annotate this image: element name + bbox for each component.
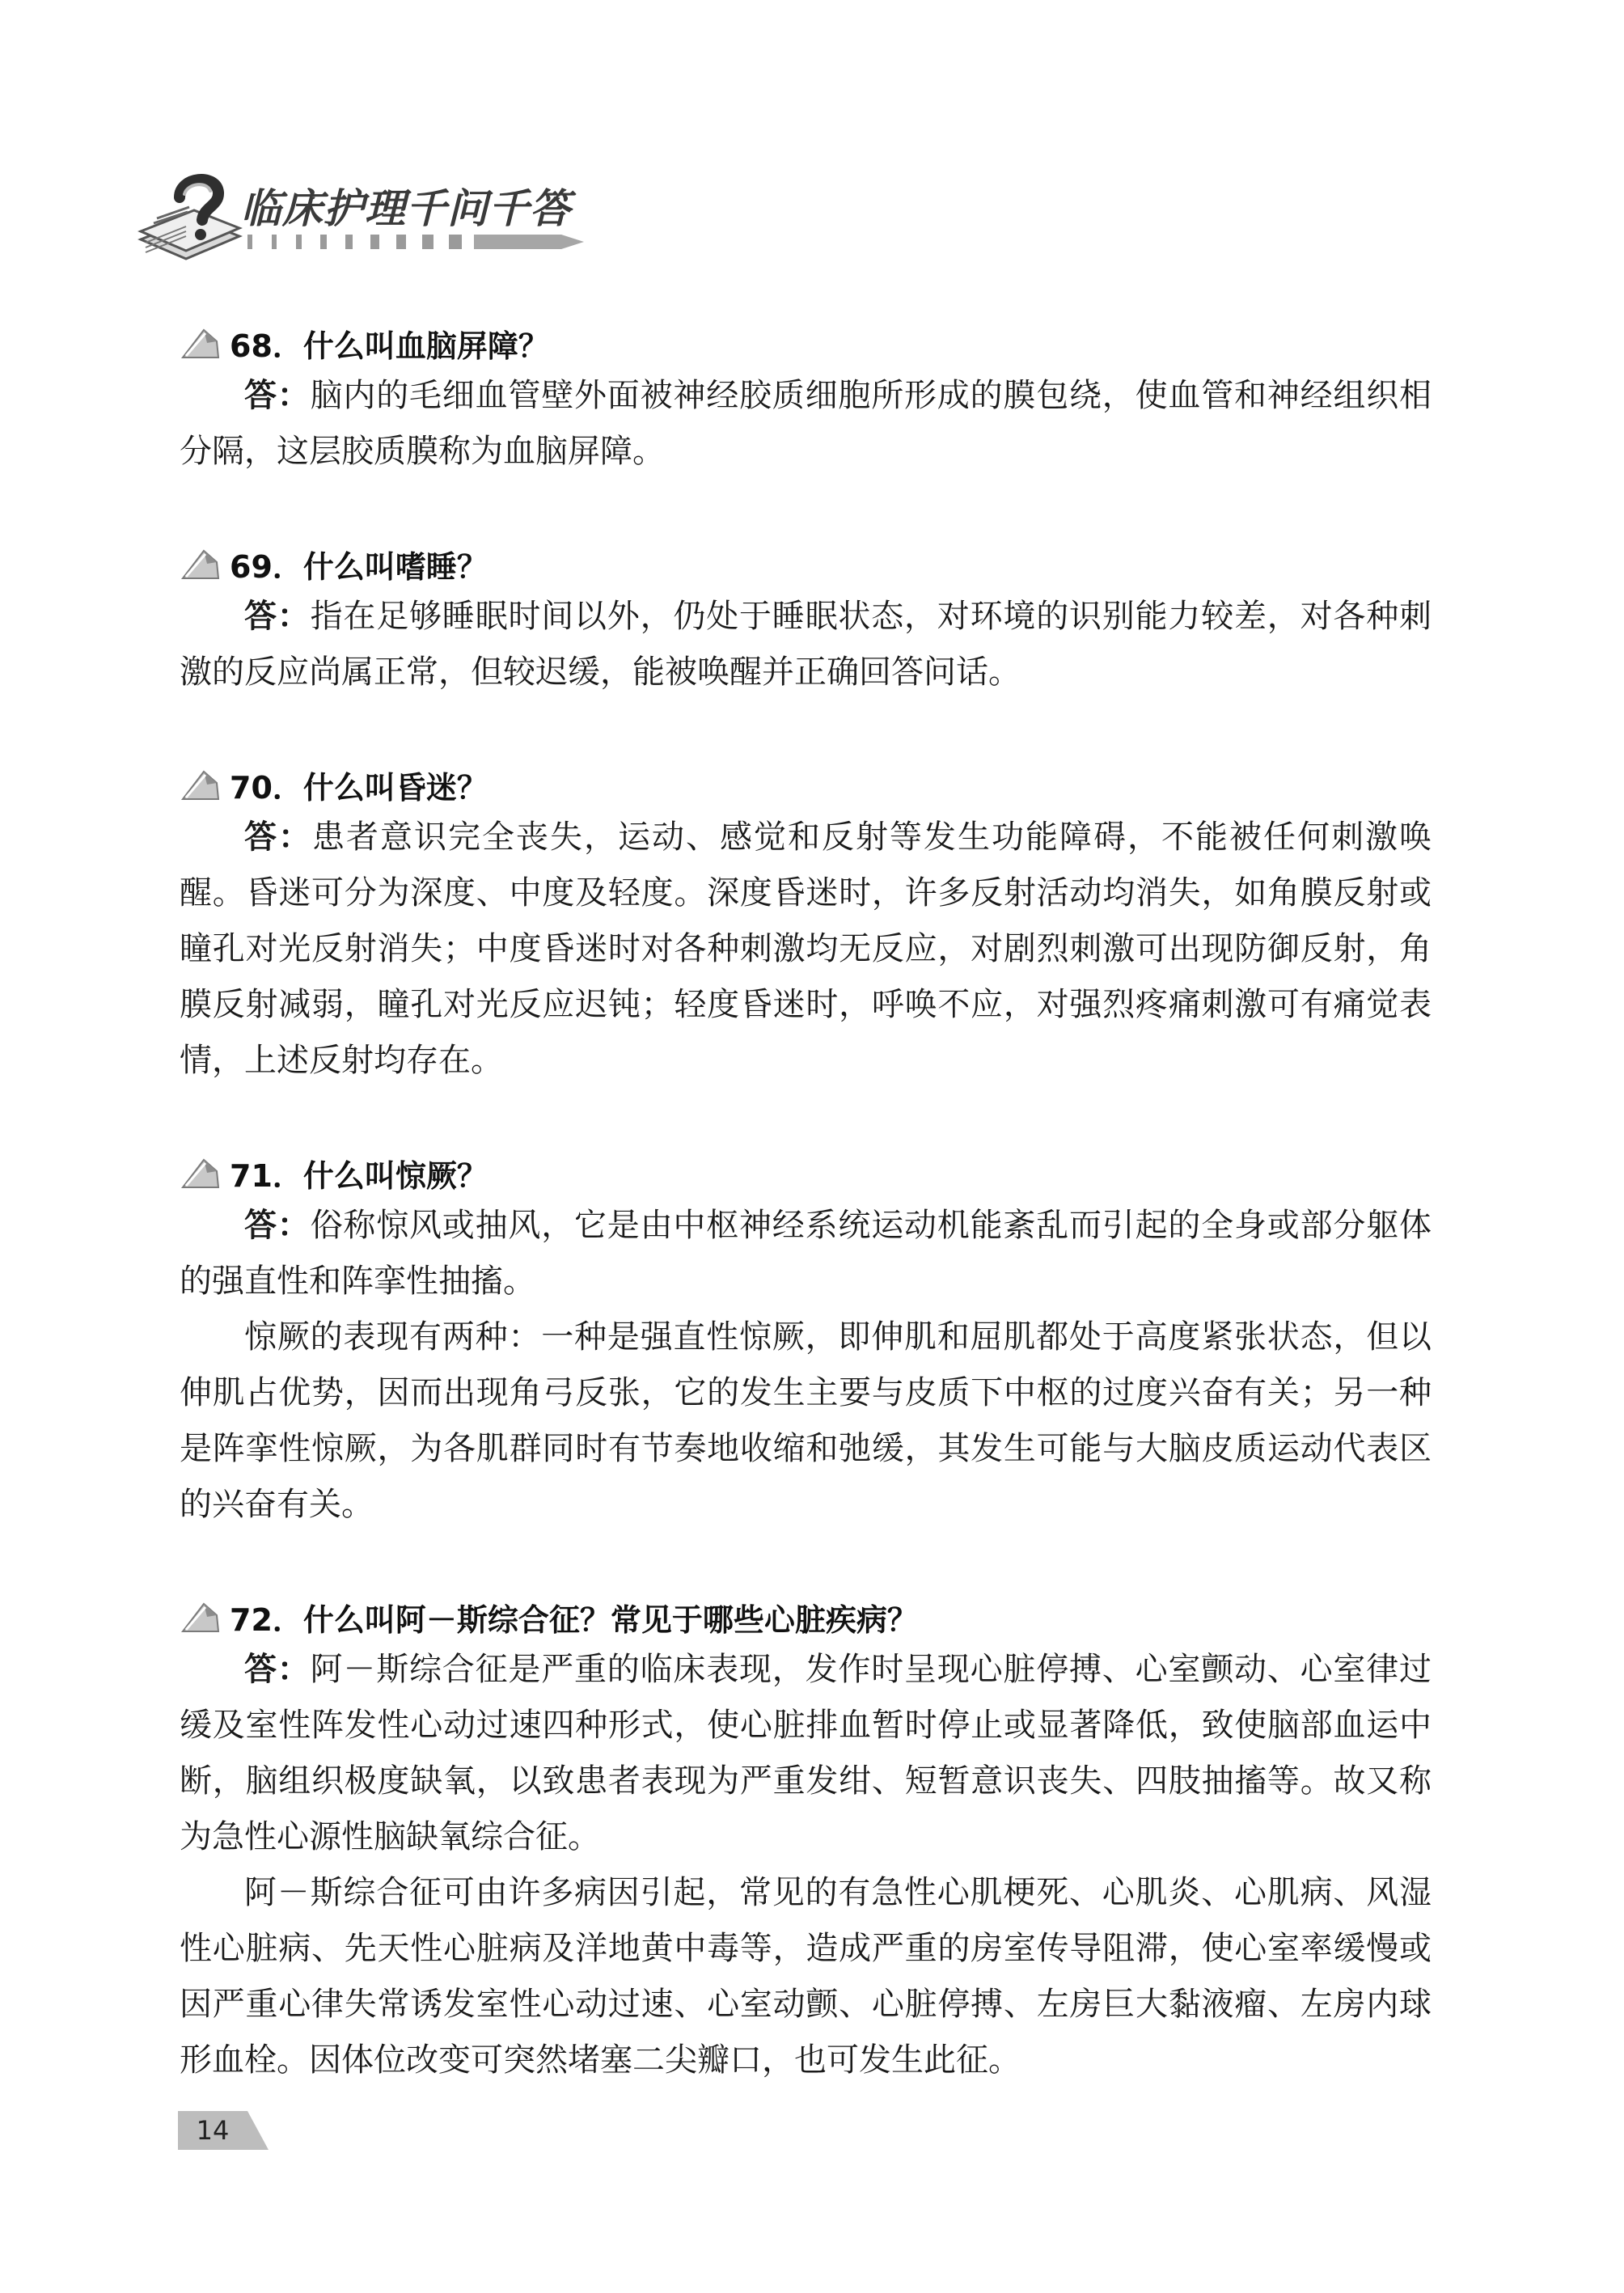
pencil-bullet-icon — [180, 767, 222, 802]
page-number-tab — [178, 2111, 269, 2150]
answer-label: 答： — [244, 819, 312, 856]
qa-content — [180, 318, 1432, 2147]
qa-item-68 — [180, 318, 1432, 480]
question-text: 71．什么叫惊厥？ — [230, 1157, 488, 1194]
question-heading — [180, 1592, 1432, 1642]
book-title: 临床护理千问千答 — [241, 185, 571, 232]
answer-text: 阿－斯综合征是严重的临床表现，发作时呈现心脏停搏、心室颤动、心室律过缓及室性阵发性心动过速四种形式，使心脏排血暂时停止或显著降低，致使脑部血运中断，脑组织极度缺氧，以致患者表现为严重发绀、短暂意识丧失、四肢抽搐等。故又称为急性心源性脑缺氧综合征。 — [180, 1651, 1432, 1855]
answer-paragraph — [180, 589, 1432, 700]
answer-text: 阿－斯综合征可由许多病因引起，常见的有急性心肌梗死、心肌炎、心肌病、风湿性心脏病、先天性心脏病及洋地黄中毒等，造成严重的房室传导阻滞，使心室率缓慢或因严重心律失常诱发室性心动过速、心室动颤、心脏停搏、左房巨大黏液瘤、左房内球形血栓。因体位改变可突然堵塞二尖瓣口，也可发生此征。 — [180, 1874, 1432, 2079]
question-text: 69．什么叫嗜睡？ — [230, 548, 488, 585]
answer-paragraph — [180, 1198, 1432, 1309]
question-heading — [180, 1148, 1432, 1198]
answer-paragraph — [180, 1865, 1432, 2088]
answer-text: 俗称惊风或抽风，它是由中枢神经系统运动机能紊乱而引起的全身或部分躯体的强直性和阵挛性抽搐。 — [180, 1207, 1432, 1300]
answer-paragraph — [180, 810, 1432, 1089]
answer-paragraph — [180, 1642, 1432, 1865]
decorative-bar-arrow — [235, 230, 590, 254]
question-text: 72．什么叫阿－斯综合征？常见于哪些心脏疾病？ — [230, 1601, 918, 1638]
answer-paragraph — [180, 368, 1432, 480]
qa-item-71 — [180, 1148, 1432, 1533]
qa-item-69 — [180, 539, 1432, 700]
pencil-bullet-icon — [180, 1599, 222, 1635]
pencil-bullet-icon — [180, 1155, 222, 1191]
book-question-icon — [137, 162, 243, 267]
qa-item-72 — [180, 1592, 1432, 2088]
pencil-bullet-icon — [180, 325, 222, 361]
question-text: 68．什么叫血脑屏障？ — [230, 328, 549, 364]
pencil-bullet-icon — [180, 546, 222, 582]
question-heading — [180, 539, 1432, 589]
answer-text: 指在足够睡眠时间以外，仍处于睡眠状态，对环境的识别能力较差，对各种刺激的反应尚属正常，但较迟缓，能被唤醒并正确回答问话。 — [180, 598, 1432, 691]
question-text: 70．什么叫昏迷？ — [230, 769, 488, 806]
page-number: 14 — [196, 2115, 230, 2146]
answer-label: 答： — [244, 1207, 311, 1244]
question-heading — [180, 318, 1432, 368]
answer-text: 患者意识完全丧失，运动、感觉和反射等发生功能障碍，不能被任何刺激唤醒。昏迷可分为深度、中度及轻度。深度昏迷时，许多反射活动均消失，如角膜反射或瞳孔对光反射消失；中度昏迷时对各种刺激均无反应，对剧烈刺激可出现防御反射，角膜反射减弱，瞳孔对光反应迟钝；轻度昏迷时，呼唤不应，对强烈疼痛刺激可有痛觉表情，上述反射均存在。 — [180, 819, 1432, 1079]
answer-label: 答： — [244, 1651, 311, 1688]
question-heading — [180, 759, 1432, 810]
answer-label: 答： — [244, 598, 311, 635]
answer-label: 答： — [244, 377, 311, 414]
answer-text: 脑内的毛细血管壁外面被神经胶质细胞所形成的膜包绕，使血管和神经组织相分隔，这层胶质膜称为血脑屏障。 — [180, 377, 1432, 470]
page-header — [137, 162, 590, 267]
answer-paragraph — [180, 1309, 1432, 1533]
qa-item-70 — [180, 759, 1432, 1089]
answer-text: 惊厥的表现有两种：一种是强直性惊厥，即伸肌和屈肌都处于高度紧张状态，但以伸肌占优势，因而出现角弓反张，它的发生主要与皮质下中枢的过度兴奋有关；另一种是阵挛性惊厥，为各肌群同时有节奏地收缩和弛缓，其发生可能与大脑皮质运动代表区的兴奋有关。 — [180, 1318, 1432, 1523]
